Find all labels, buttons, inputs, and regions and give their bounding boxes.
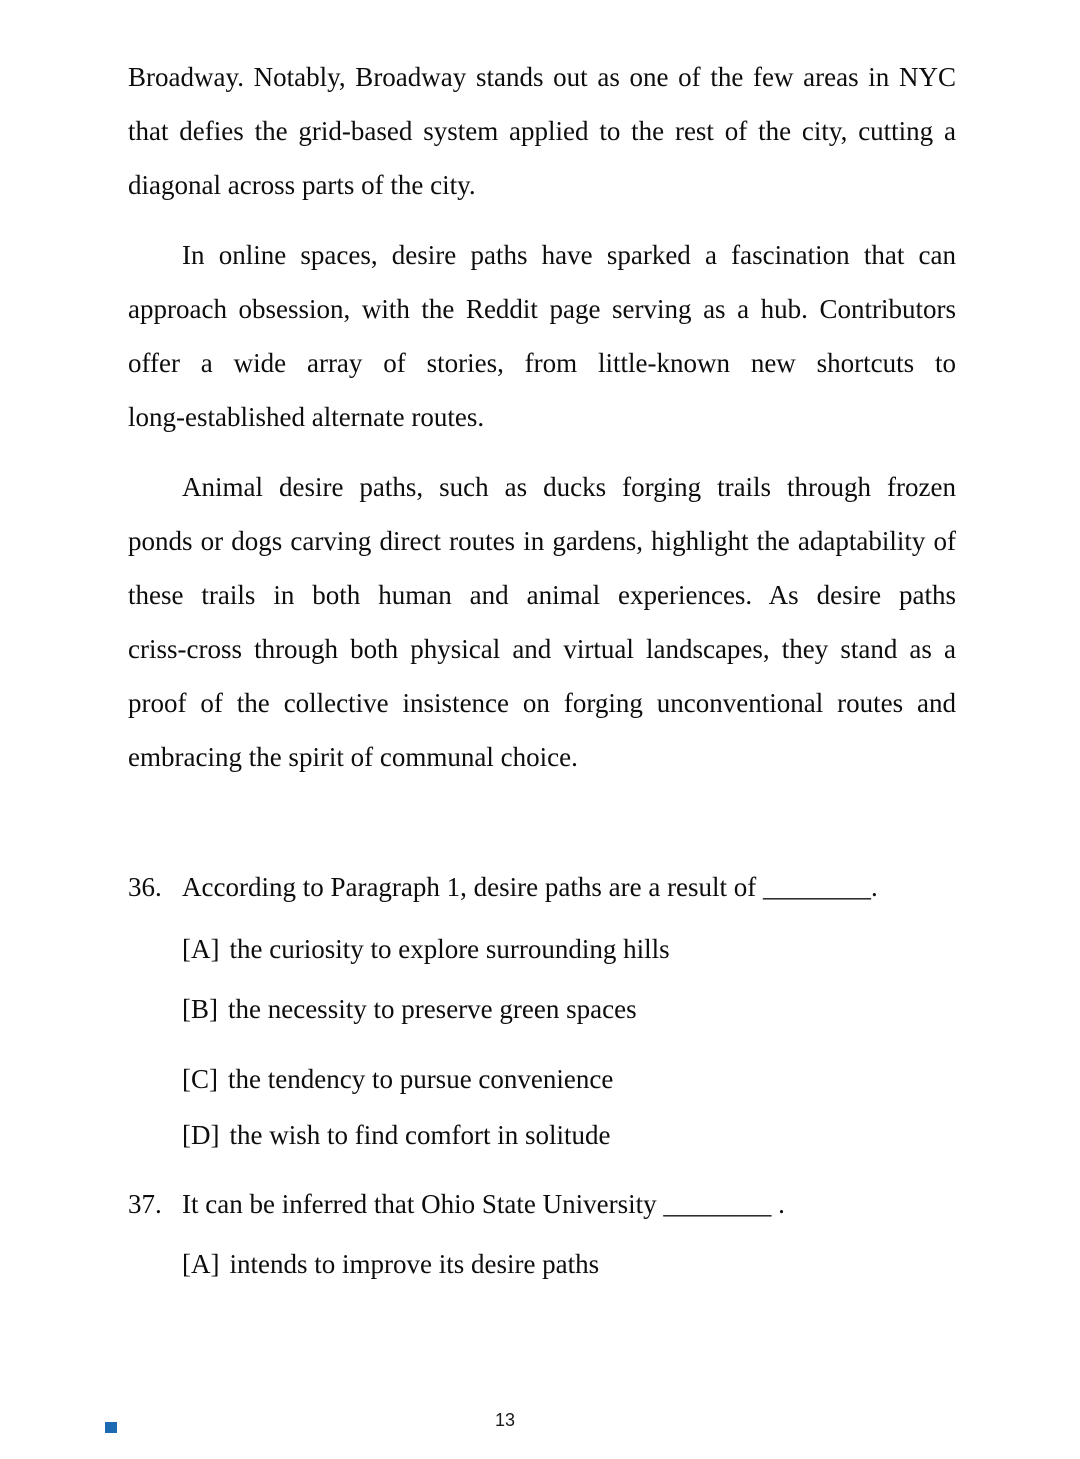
question-37 bbox=[128, 1177, 956, 1231]
passage-line: offer a wide array of stories, from little-known new shortcuts to bbox=[128, 348, 956, 378]
passage-line: approach obsession, with the Reddit page serving as a hub. Contributors bbox=[128, 294, 956, 324]
question-37-option-a bbox=[182, 1237, 956, 1291]
passage-line: embracing the spirit of communal choice. bbox=[128, 742, 578, 772]
passage-paragraph-1 bbox=[128, 50, 956, 212]
option-text: the necessity to preserve green spaces bbox=[228, 994, 637, 1024]
question-36-option-c bbox=[182, 1052, 956, 1106]
passage-line: these trails in both human and animal experiences. As desire paths bbox=[128, 580, 956, 610]
passage-paragraph-2 bbox=[128, 228, 956, 444]
passage-line: long-established alternate routes. bbox=[128, 402, 485, 432]
page-number: 13 bbox=[494, 1410, 516, 1430]
option-text: the tendency to pursue convenience bbox=[228, 1064, 614, 1094]
option-text: the wish to find comfort in solitude bbox=[229, 1120, 611, 1150]
passage-line: diagonal across parts of the city. bbox=[128, 170, 476, 200]
option-text: the curiosity to explore surrounding hills bbox=[229, 934, 670, 964]
page-content bbox=[128, 50, 956, 1291]
passage-line: criss-cross through both physical and virtual landscapes, they stand as a bbox=[128, 634, 956, 664]
option-text: intends to improve its desire paths bbox=[229, 1249, 600, 1279]
passage-line: that defies the grid-based system applied to the rest of the city, cutting a bbox=[128, 116, 956, 146]
question-36 bbox=[128, 860, 956, 914]
passage-line: ponds or dogs carving direct routes in gardens, highlight the adaptability of bbox=[128, 526, 956, 556]
question-37-number: 37. bbox=[128, 1189, 162, 1219]
option-label: [D] bbox=[182, 1120, 220, 1150]
option-label: [B] bbox=[182, 994, 218, 1024]
question-36-option-b bbox=[182, 982, 956, 1036]
option-label: [C] bbox=[182, 1064, 218, 1094]
passage-paragraph-3 bbox=[128, 460, 956, 784]
passage-line: In online spaces, desire paths have sparked a fascination that can bbox=[182, 240, 956, 270]
question-36-option-a bbox=[182, 922, 956, 976]
passage-line: Broadway. Notably, Broadway stands out as one of the few areas in NYC bbox=[128, 62, 956, 92]
question-36-option-d bbox=[182, 1108, 956, 1162]
passage-line: proof of the collective insistence on forging unconventional routes and bbox=[128, 688, 956, 718]
question-36-stem: According to Paragraph 1, desire paths are a result of ________. bbox=[182, 872, 878, 902]
option-label: [A] bbox=[182, 934, 220, 964]
option-label: [A] bbox=[182, 1249, 220, 1279]
question-37-stem: It can be inferred that Ohio State University ________ . bbox=[182, 1189, 785, 1219]
question-36-number: 36. bbox=[128, 872, 162, 902]
passage-line: Animal desire paths, such as ducks forging trails through frozen bbox=[182, 472, 956, 502]
